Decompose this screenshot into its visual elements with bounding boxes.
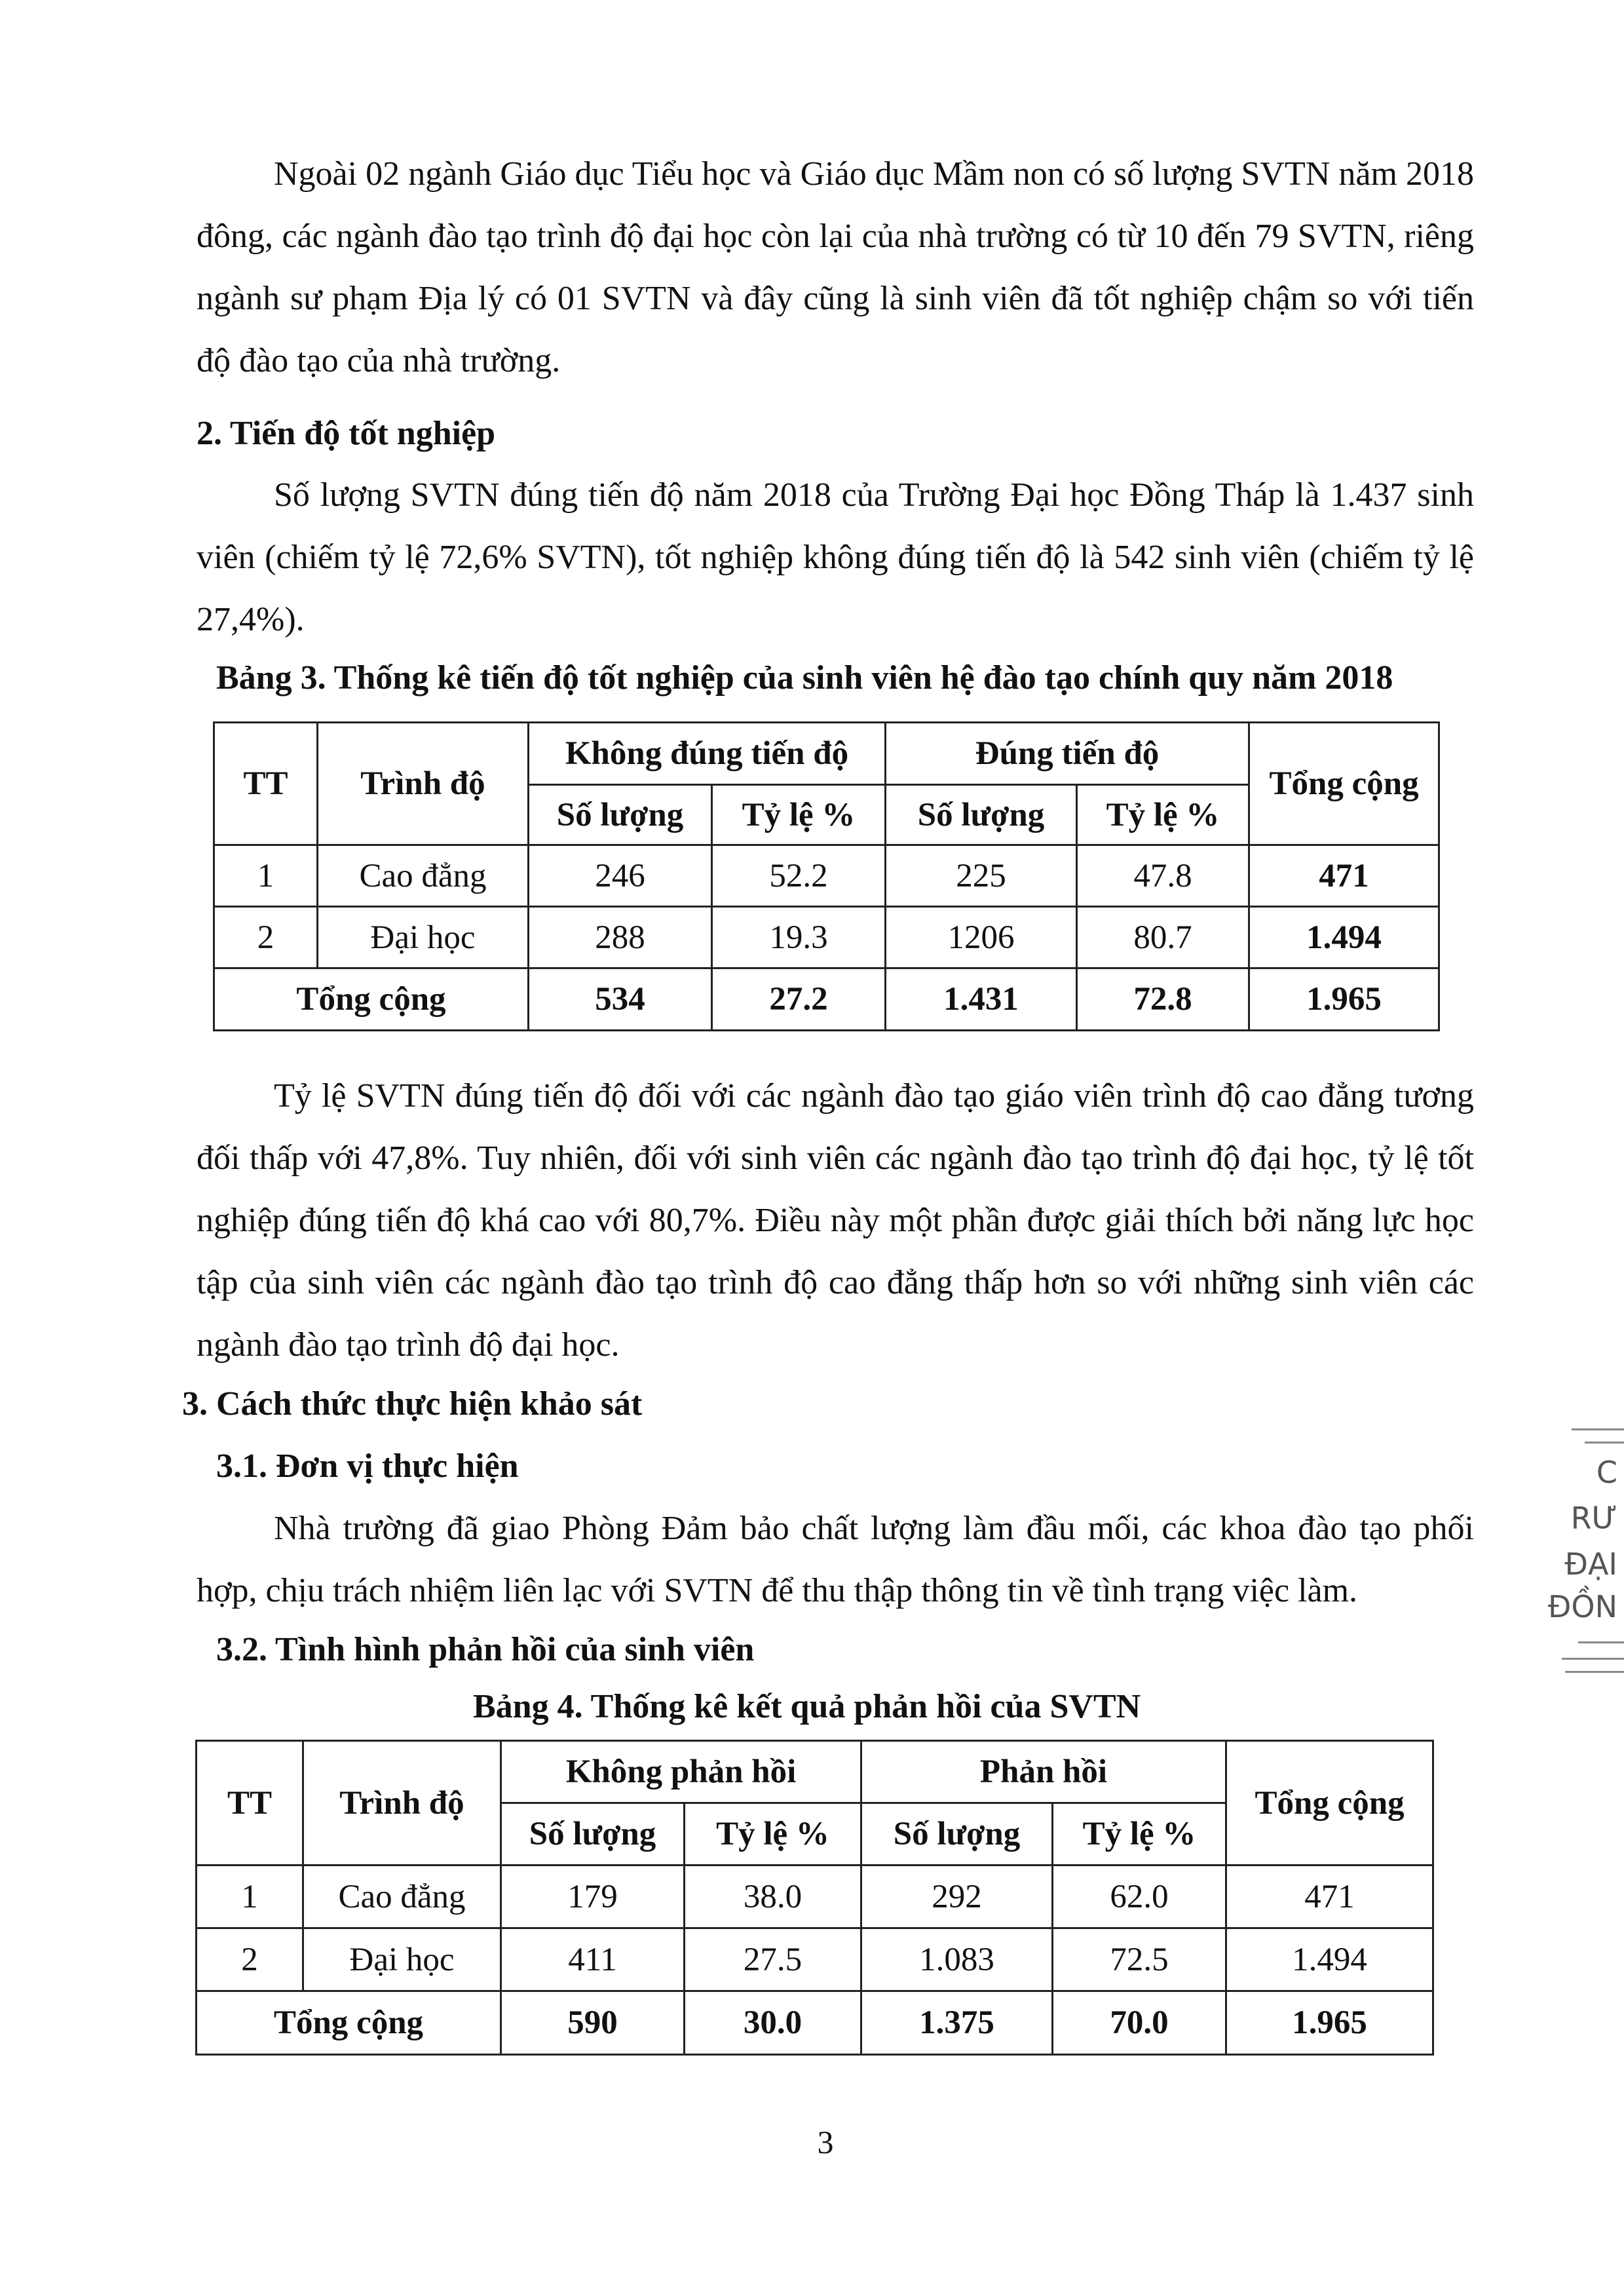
- subheader-pct: Tỷ lệ %: [1053, 1803, 1226, 1866]
- section-3-heading: 3. Cách thức thực hiện khảo sát: [182, 1385, 643, 1423]
- table-total-row: [197, 1991, 1433, 2055]
- cell-pct-ontime: 80.7: [1077, 907, 1249, 968]
- table-4-caption: Bảng 4. Thống kê kết quả phản hồi của SVTN: [473, 1688, 1141, 1725]
- header-level: Trình độ: [303, 1741, 501, 1866]
- header-group-ontime: Đúng tiến độ: [886, 723, 1249, 785]
- cell-pct-ontime: 72.8: [1077, 968, 1249, 1031]
- cell-total: 1.965: [1249, 968, 1439, 1031]
- cell-count-ontime: 1206: [886, 907, 1077, 968]
- cell-level: Cao đẳng: [318, 845, 529, 907]
- subheader-count: Số lượng: [861, 1803, 1053, 1866]
- section-3-2-heading: 3.2. Tình hình phản hồi của sinh viên: [216, 1631, 755, 1668]
- header-total: Tổng cộng: [1249, 723, 1439, 845]
- cell-count-ontime: 1.431: [886, 968, 1077, 1031]
- subheader-count: Số lượng: [886, 785, 1077, 845]
- cell-pct-no-response: 38.0: [685, 1866, 861, 1928]
- header-group-response: Phản hồi: [861, 1741, 1226, 1803]
- cell-count-response: 1.083: [861, 1928, 1053, 1991]
- stamp-text: ĐỒN: [1547, 1589, 1617, 1624]
- stamp-text: RƯ: [1570, 1501, 1617, 1536]
- table-row: [214, 845, 1439, 907]
- cell-total-label: Tổng cộng: [197, 1991, 501, 2055]
- cell-pct-no-response: 27.5: [685, 1928, 861, 1991]
- cell-pct-late: 27.2: [712, 968, 886, 1031]
- header-tt: TT: [197, 1741, 303, 1866]
- table-total-row: [214, 968, 1439, 1031]
- subheader-count: Số lượng: [529, 785, 712, 845]
- subheader-pct: Tỷ lệ %: [685, 1803, 861, 1866]
- stamp-text: ĐẠI: [1564, 1546, 1617, 1582]
- header-group-late: Không đúng tiến độ: [529, 723, 886, 785]
- cell-level: Đại học: [318, 907, 529, 968]
- cell-tt: 2: [197, 1928, 303, 1991]
- table-header-row: [197, 1741, 1433, 1803]
- section-2-heading: 2. Tiến độ tốt nghiệp: [197, 415, 496, 452]
- table-4: [195, 1740, 1434, 2056]
- table-3-caption: Bảng 3. Thống kê tiến độ tốt nghiệp của sinh viên hệ đào tạo chính quy năm 2018: [216, 659, 1393, 697]
- cell-count-late: 246: [529, 845, 712, 907]
- table-3: [213, 721, 1440, 1031]
- header-tt: TT: [214, 723, 318, 845]
- header-level: Trình độ: [318, 723, 529, 845]
- cell-count-response: 292: [861, 1866, 1053, 1928]
- subheader-pct: Tỷ lệ %: [712, 785, 886, 845]
- table-row: [197, 1866, 1433, 1928]
- header-total: Tổng cộng: [1226, 1741, 1433, 1866]
- cell-count-no-response: 590: [501, 1991, 685, 2055]
- page-number: 3: [817, 2124, 834, 2160]
- cell-pct-late: 52.2: [712, 845, 886, 907]
- cell-total: 1.494: [1226, 1928, 1433, 1991]
- cell-count-late: 288: [529, 907, 712, 968]
- cell-count-no-response: 179: [501, 1866, 685, 1928]
- cell-total: 471: [1249, 845, 1439, 907]
- stamp-text: C: [1596, 1455, 1617, 1490]
- section-2-paragraph: Số lượng SVTN đúng tiến độ năm 2018 của Trường Đại học Đồng Tháp là 1.437 sinh viên (chiếm tỷ lệ 72,6% SVTN), tốt nghiệp không đúng tiến độ là 542 sinh viên (chiếm tỷ lệ 27,4%).: [197, 476, 1474, 638]
- section-3-1-heading: 3.1. Đơn vị thực hiện: [216, 1447, 519, 1485]
- header-group-no-response: Không phản hồi: [501, 1741, 861, 1803]
- subheader-count: Số lượng: [501, 1803, 685, 1866]
- cell-pct-no-response: 30.0: [685, 1991, 861, 2055]
- table-header-row: [214, 723, 1439, 785]
- table-row: [197, 1928, 1433, 1991]
- cell-level: Cao đẳng: [303, 1866, 501, 1928]
- intro-paragraph: Ngoài 02 ngành Giáo dục Tiểu học và Giáo dục Mầm non có số lượng SVTN năm 2018 đông, các ngành đào tạo trình độ đại học còn lại của nhà trường có từ 10 đến 79 SVTN, riêng ngành sư phạm Địa lý có 01 SVTN và đây cũng là sinh viên đã tốt nghiệp chậm so với tiến độ đào tạo của nhà trường.: [197, 155, 1474, 379]
- cell-pct-response: 72.5: [1053, 1928, 1226, 1991]
- cell-total: 1.965: [1226, 1991, 1433, 2055]
- table-row: [214, 907, 1439, 968]
- cell-pct-response: 62.0: [1053, 1866, 1226, 1928]
- section-3-1-paragraph: Nhà trường đã giao Phòng Đảm bảo chất lượng làm đầu mối, các khoa đào tạo phối hợp, chịu trách nhiệm liên lạc với SVTN để thu thập thông tin về tình trạng việc làm.: [197, 1510, 1474, 1609]
- cell-level: Đại học: [303, 1928, 501, 1991]
- cell-pct-late: 19.3: [712, 907, 886, 968]
- cell-count-response: 1.375: [861, 1991, 1053, 2055]
- cell-pct-ontime: 47.8: [1077, 845, 1249, 907]
- cell-count-late: 534: [529, 968, 712, 1031]
- cell-count-no-response: 411: [501, 1928, 685, 1991]
- cell-total: 1.494: [1249, 907, 1439, 968]
- cell-tt: 2: [214, 907, 318, 968]
- cell-tt: 1: [214, 845, 318, 907]
- stamp-fragment: [1547, 1415, 1624, 1691]
- cell-total-label: Tổng cộng: [214, 968, 529, 1031]
- subheader-pct: Tỷ lệ %: [1077, 785, 1249, 845]
- cell-total: 471: [1226, 1866, 1433, 1928]
- cell-count-ontime: 225: [886, 845, 1077, 907]
- after-table-3-paragraph: Tỷ lệ SVTN đúng tiến độ đối với các ngành đào tạo giáo viên trình độ cao đẳng tương đối thấp với 47,8%. Tuy nhiên, đối với sinh viên các ngành đào tạo trình độ đại học, tỷ lệ tốt nghiệp đúng tiến độ khá cao với 80,7%. Điều này một phần được giải thích bởi năng lực học tập của sinh viên các ngành đào tạo trình độ cao đẳng thấp hơn so với những sinh viên các ngành đào tạo trình độ đại học.: [197, 1077, 1474, 1364]
- cell-pct-response: 70.0: [1053, 1991, 1226, 2055]
- cell-tt: 1: [197, 1866, 303, 1928]
